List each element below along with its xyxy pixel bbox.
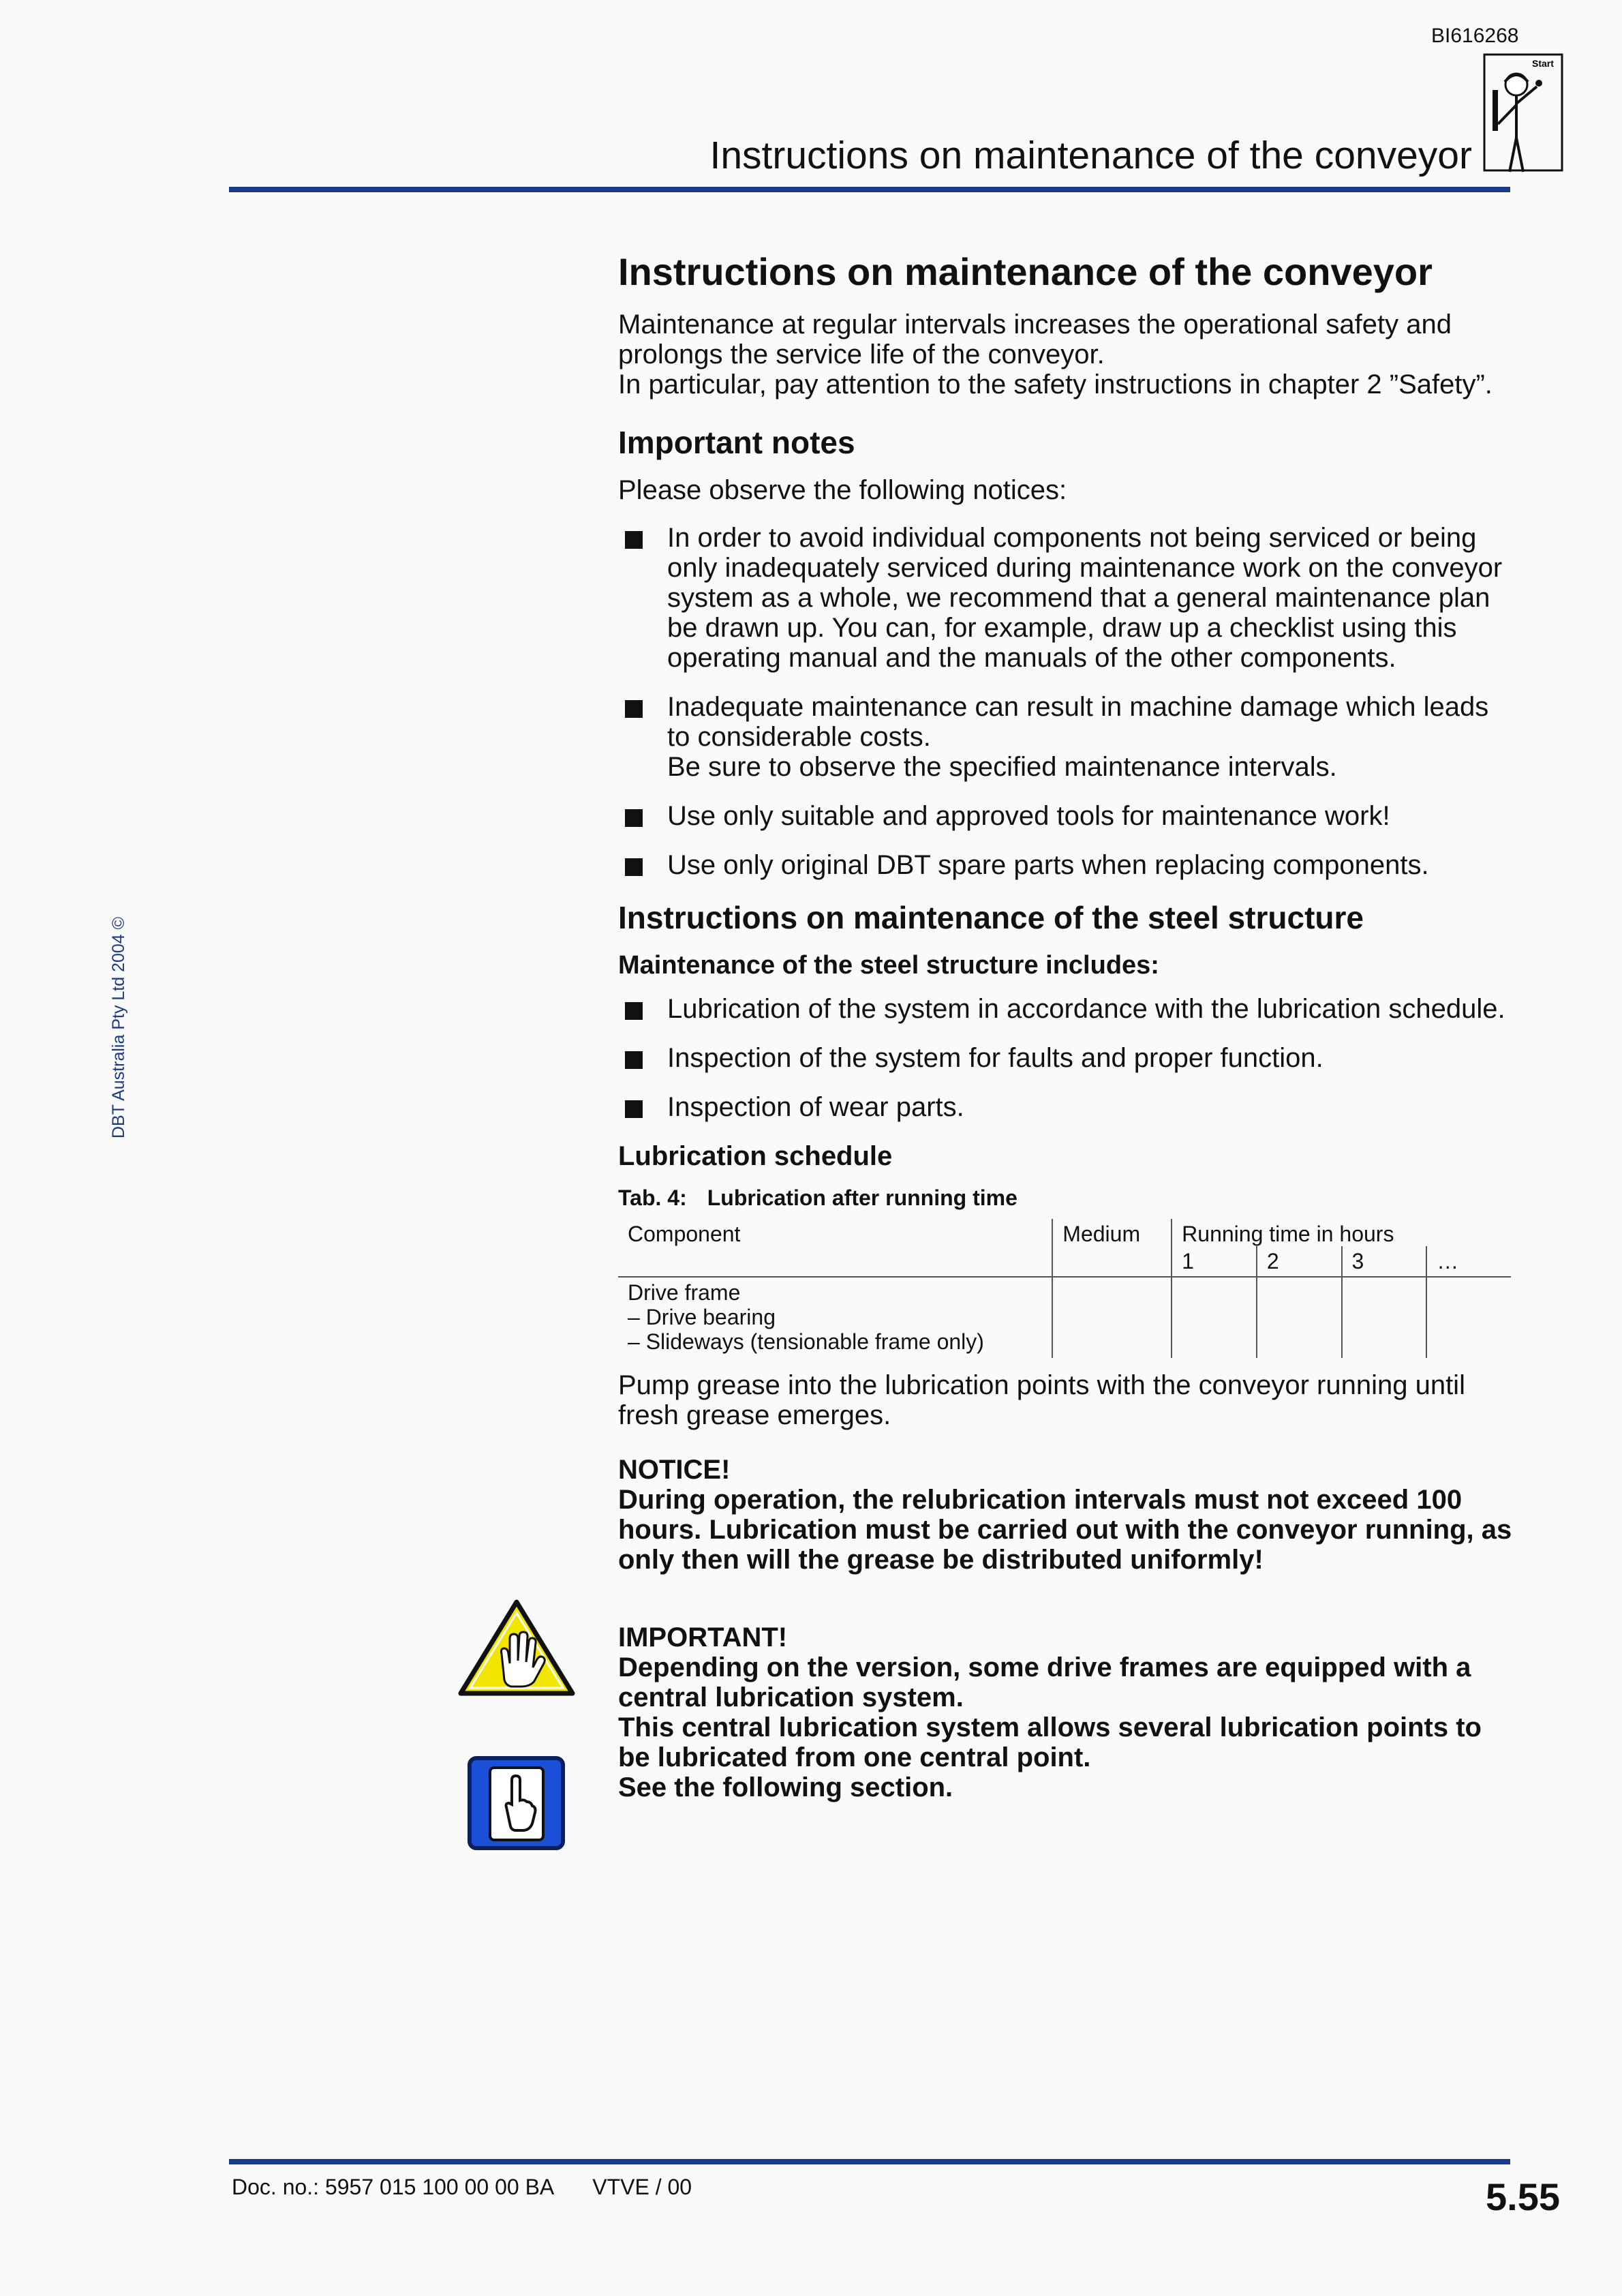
intro-paragraph-1: Maintenance at regular intervals increases the operational safety and prolongs the service life of the conveyor.	[618, 309, 1452, 370]
list-item: Inspection of the system for faults and proper function.	[618, 1043, 1518, 1073]
column-header-hour-1: 1	[1172, 1246, 1257, 1277]
important-title: IMPORTANT!	[618, 1622, 788, 1652]
notice-title: NOTICE!	[618, 1454, 731, 1485]
list-item: In order to avoid individual components not being serviced or being only inadequately serviced during maintenance work on the conveyor system as a whole, we recommend that a general maintenance plan be drawn up. You can, for example, draw up a checklist using this operating manual and the manuals of the other components.	[618, 523, 1518, 673]
bullet-icon	[625, 1002, 643, 1020]
worker-start-icon	[1479, 49, 1567, 185]
bullet-icon	[625, 531, 643, 549]
page-number: 5.55	[1486, 2175, 1560, 2218]
pump-grease-text: Pump grease into the lubrication points with the conveyor running until fresh grease emerges.	[618, 1370, 1465, 1430]
lubrication-schedule-heading: Lubrication schedule	[618, 1141, 893, 1171]
list-item: Use only original DBT spare parts when replacing components.	[618, 850, 1518, 880]
medium-cell	[1052, 1277, 1172, 1358]
more-cell	[1426, 1277, 1511, 1358]
table-caption: Tab. 4: Lubrication after running time	[618, 1185, 1017, 1210]
hour-3-cell	[1342, 1277, 1427, 1358]
column-header-medium: Medium	[1052, 1219, 1172, 1277]
steel-structure-list	[618, 994, 1518, 1122]
worker-icon-label: Start	[1532, 58, 1554, 69]
pointing-hand-icon	[467, 1755, 566, 1851]
important-line-3: See the following section.	[618, 1772, 953, 1802]
bullet-icon	[625, 809, 643, 827]
steel-structure-subheading: Maintenance of the steel structure includes:	[618, 950, 1159, 980]
list-item: Use only suitable and approved tools for maintenance work!	[618, 801, 1518, 831]
bullet-icon	[625, 1100, 643, 1118]
list-item: Lubrication of the system in accordance with the lubrication schedule.	[618, 994, 1518, 1024]
important-notes-list	[618, 523, 1518, 880]
bullet-icon	[625, 700, 643, 718]
component-drive-frame: Drive frame	[628, 1280, 741, 1305]
intro-paragraph-2: In particular, pay attention to the safety instructions in chapter 2 ”Safety”.	[618, 369, 1493, 400]
footer-rule	[229, 2159, 1510, 2164]
notice-text: During operation, the relubrication intervals must not exceed 100 hours. Lubrication must be carried out with the conveyor running, as only then will the grease be distributed uniformly!	[618, 1484, 1512, 1575]
footer-version: VTVE / 00	[592, 2175, 692, 2199]
lubrication-table	[618, 1219, 1511, 1358]
important-line-1: Depending on the version, some drive frames are equipped with a central lubrication system.	[618, 1652, 1471, 1712]
header-title: Instructions on maintenance of the conveyor	[709, 134, 1472, 177]
component-cell	[618, 1277, 1052, 1358]
component-drive-bearing: – Drive bearing	[628, 1304, 776, 1329]
bullet-icon	[625, 858, 643, 876]
document-id: BI616268	[1431, 25, 1519, 47]
important-block	[618, 1622, 1518, 1802]
header-rule	[229, 187, 1510, 192]
column-header-hour-3: 3	[1342, 1246, 1427, 1277]
column-header-hour-2: 2	[1257, 1246, 1342, 1277]
warning-hand-icon	[455, 1597, 578, 1699]
copyright-note: DBT Australia Pty Ltd 2004 ©	[109, 916, 128, 1138]
bullet-icon	[625, 1051, 643, 1069]
footer-doc-info	[232, 2175, 692, 2200]
hour-2-cell	[1257, 1277, 1342, 1358]
hour-1-cell	[1172, 1277, 1257, 1358]
column-header-running-time: Running time in hours	[1172, 1219, 1511, 1246]
footer-doc-number: Doc. no.: 5957 015 100 00 00 BA	[232, 2175, 555, 2199]
list-item: Inspection of wear parts.	[618, 1092, 1518, 1122]
notice-block	[618, 1455, 1518, 1575]
column-header-component: Component	[628, 1221, 741, 1246]
column-header-more: …	[1426, 1246, 1511, 1277]
important-notes-heading: Important notes	[618, 425, 855, 461]
main-content	[618, 249, 1518, 1802]
important-line-2: This central lubrication system allows several lubrication points to be lubricated from one central point.	[618, 1712, 1482, 1772]
page-heading: Instructions on maintenance of the conveyor	[618, 250, 1433, 293]
table-header-row	[618, 1219, 1511, 1246]
important-notes-lead: Please observe the following notices:	[618, 475, 1067, 506]
list-item: Inadequate maintenance can result in machine damage which leads to considerable costs. Be sure to observe the specified maintenance intervals.	[618, 692, 1518, 782]
component-slideways: – Slideways (tensionable frame only)	[628, 1329, 984, 1354]
table-row	[618, 1277, 1511, 1358]
steel-structure-heading: Instructions on maintenance of the steel structure	[618, 900, 1364, 936]
